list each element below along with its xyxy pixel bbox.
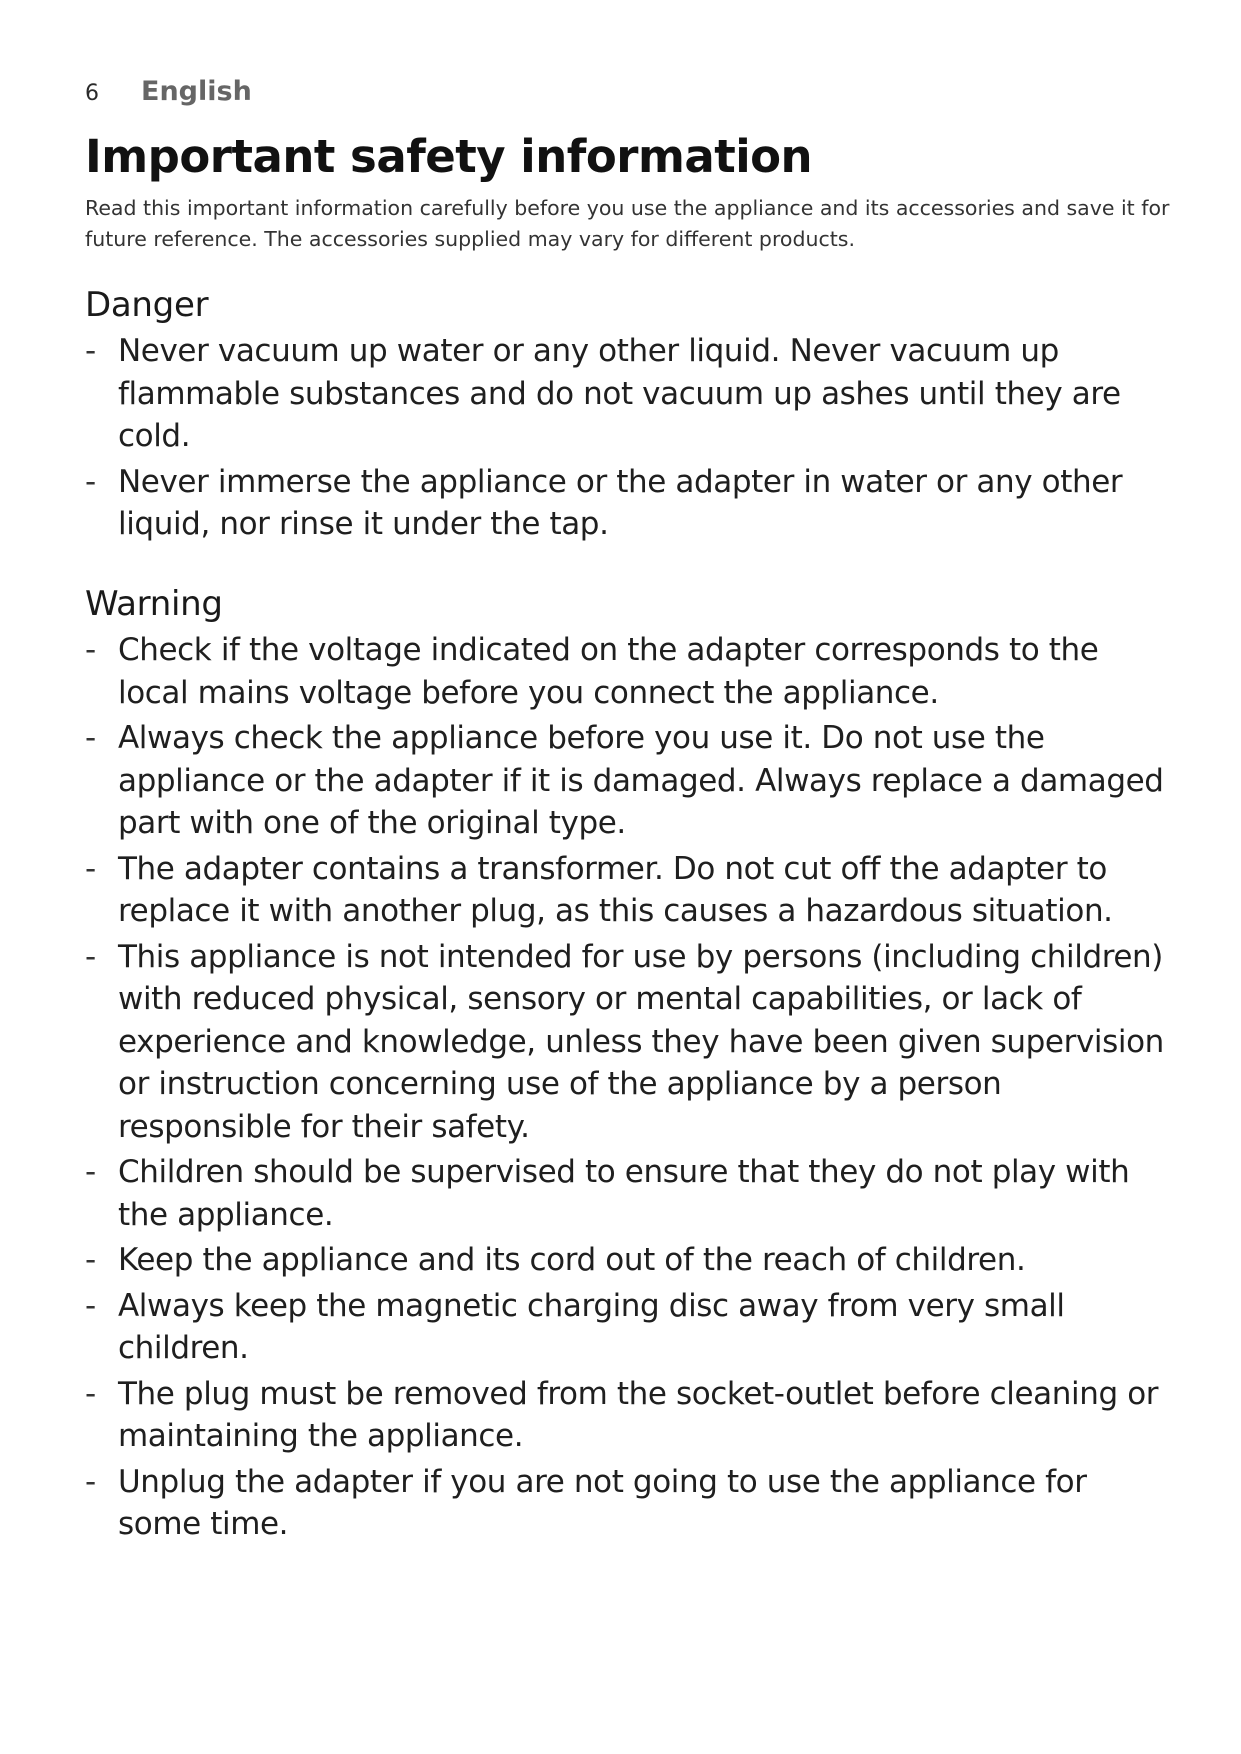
list-item-text: The plug must be removed from the socket-outlet before cleaning or maintaining the appliance. (118, 1375, 1159, 1454)
list-item (85, 1151, 1175, 1236)
dash-bullet: - (85, 632, 96, 668)
dash-bullet: - (85, 1375, 96, 1412)
list-item-text: Children should be supervised to ensure that they do not play with the appliance. (118, 1154, 1130, 1233)
danger-list (85, 330, 1175, 546)
list-item (85, 330, 1175, 458)
list-item-text: Never vacuum up water or any other liquid. Never vacuum up flammable substances and do not vacuum up ashes until they are cold. (118, 333, 1121, 454)
running-header (85, 76, 252, 110)
list-item (85, 1461, 1175, 1546)
warning-heading: Warning (85, 584, 223, 624)
danger-heading: Danger (85, 285, 209, 325)
dash-bullet: - (85, 463, 96, 500)
list-item (85, 1239, 1175, 1282)
list-item (85, 1373, 1175, 1458)
dash-bullet: - (85, 333, 96, 369)
intro-paragraph: Read this important information carefully before you use the appliance and its accessories and save it for future reference. The accessories supplied may vary for different products. (85, 196, 1170, 251)
list-item (85, 1285, 1175, 1370)
dash-bullet: - (85, 1154, 96, 1190)
list-item (85, 629, 1175, 714)
list-item-text: The adapter contains a transformer. Do not cut off the adapter to replace it with another plug, as this causes a hazardous situation. (118, 850, 1113, 929)
list-item (85, 848, 1175, 933)
page-number: 6 (85, 81, 99, 106)
dash-bullet: - (85, 1287, 96, 1324)
list-item-text: This appliance is not intended for use by persons (including children) with reduced physical, sensory or mental capabilities, or lack of experience and knowledge, unless they have been given supervision or instruction concerning use of the appliance by a person responsible for their safety. (118, 938, 1164, 1145)
dash-bullet: - (85, 1242, 96, 1278)
list-item-text: Keep the appliance and its cord out of the reach of children. (118, 1242, 1026, 1278)
list-item (85, 717, 1175, 845)
warning-list (85, 629, 1175, 1546)
list-item-text: Always keep the magnetic charging disc away from very small children. (118, 1287, 1065, 1366)
dash-bullet: - (85, 720, 96, 756)
dash-bullet: - (85, 938, 96, 975)
list-item-text: Always check the appliance before you use it. Do not use the appliance or the adapter if it is damaged. Always replace a damaged part with one of the original type. (118, 720, 1164, 841)
list-item-text: Check if the voltage indicated on the adapter corresponds to the local mains voltage before you connect the appliance. (118, 632, 1099, 711)
dash-bullet: - (85, 1463, 96, 1500)
dash-bullet: - (85, 850, 96, 887)
danger-section (85, 283, 1175, 546)
list-item-text: Never immerse the appliance or the adapter in water or any other liquid, nor rinse it under the tap. (118, 463, 1123, 542)
list-item (85, 936, 1175, 1149)
page-title: Important safety information (85, 130, 813, 183)
list-item-text: Unplug the adapter if you are not going to use the appliance for some time. (118, 1463, 1087, 1542)
language-label: English (141, 76, 252, 107)
list-item (85, 461, 1175, 546)
warning-section (85, 582, 1175, 1546)
